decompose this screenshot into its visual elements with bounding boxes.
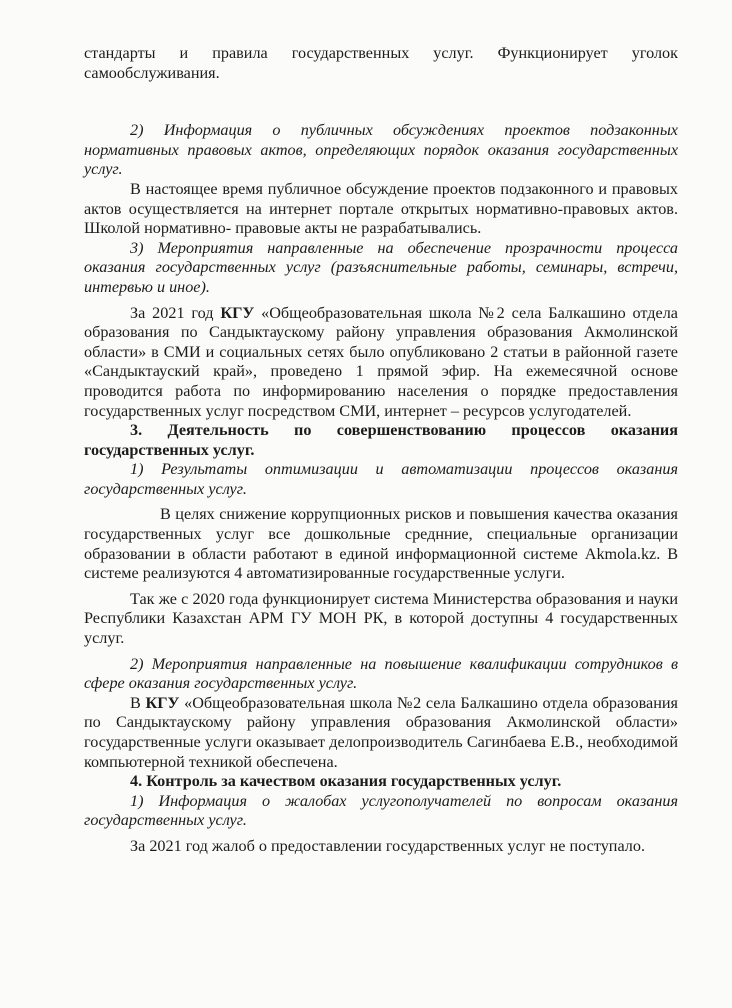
text-fragment: «Общеобразовательная школа №2 села Балкашино отдела образования по Сандыктаускому району управления образования Акмолинской области» государственные услуги оказывает делопроизводитель Сагинбаева Е.В., необходимой компьютерной техникой обеспечена. [84,693,678,771]
text-fragment: «Общеобразовательная школа №2 села Балкашино отдела образования по Сандыктаускому району управления образования Акмолинской области» в СМИ и социальных сетях было опубликовано 2 статьи в районной газете «Сандыктауский край», проведено 1 прямой эфир. На ежемесячной основе проводится работа по информированию населения о порядке предоставления государственных услуг посредством СМИ, интернет – ресурсов услугодателей. [84,303,678,420]
paragraph-self-service: стандарты и правила государственных услуг. Функционирует уголок самообслуживания. [84,44,678,82]
text-fragment: В [130,693,146,712]
org-abbreviation: КГУ [220,303,255,322]
org-abbreviation: КГУ [145,693,180,712]
text-fragment: За 2021 год [130,303,221,322]
subheading-qualification: 2) Мероприятия направленные на повышение квалификации сотрудников в сфере оказания государственных услуг. [84,654,678,693]
section-heading-3: 3. Деятельность по совершенствованию процессов оказания государственных услуг. [84,421,678,459]
paragraph-media-publications [84,304,678,422]
paragraph-clerk [84,694,678,772]
paragraph-no-complaints: За 2021 год жалоб о предоставлении государственных услуг не поступало. [130,836,646,855]
subheading-public-discussions: 2) Информация о публичных обсуждениях проектов подзаконных нормативных правовых актов, определяющих порядок оказания государственных услуг. [84,121,678,179]
subheading-optimization: 1) Результаты оптимизации и автоматизации процессов оказания государственных услуг. [84,460,678,498]
paragraph-public-discussions: В настоящее время публичное обсуждение проектов подзаконного и правовых актов осуществляется на интернет портале открытых нормативно-правовых актов. Школой нормативно- правовые акты не разрабатывались. [84,179,678,238]
spacer [84,83,678,121]
paragraph-automation: В целях снижение коррупционных рисков и повышения качества оказания государственных услуг все дошкольные среднние, специальные организации образовании в области работают в единой информационной системе Akmola.kz. В системе реализуются 4 автоматизированные государственные услуги. [84,505,678,583]
paragraph-arm-system: Так же с 2020 года функционирует система Министерства образования и науки Республики Казахстан АРМ ГУ МОН РК, в которой доступны 4 государственных услуг. [84,589,678,648]
section-heading-4: 4. Контроль за качеством оказания государственных услуг. [130,772,562,791]
subheading-complaints: 1) Информация о жалобах услугополучателей по вопросам оказания государственных услуг. [84,791,678,830]
subheading-transparency: 3) Мероприятия направленные на обеспечение прозрачности процесса оказания государственных услуг (разъяснительные работы, семинары, встречи, интервью и иное). [84,238,678,296]
